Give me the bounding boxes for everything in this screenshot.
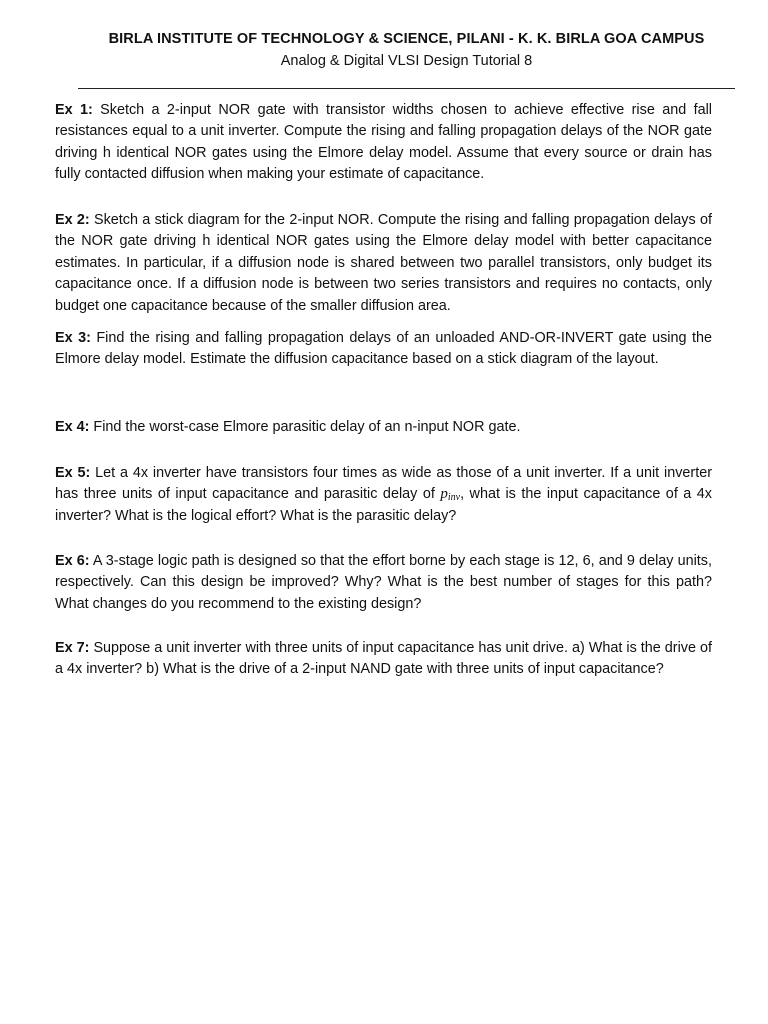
exercise-label: Ex 3: — [55, 330, 91, 346]
exercise-7 — [55, 638, 712, 681]
exercise-text: A 3-stage logic path is designed so that the effort borne by each stage is 12, 6, and 9 delay units, respectively. Can this design be improved? Why? What is the best number of stages for this path? What changes do you recommend to the existing design? — [55, 553, 712, 612]
exercise-label: Ex 6: — [55, 553, 90, 569]
exercise-text: Sketch a stick diagram for the 2-input NOR. Compute the rising and falling propagation delays of the NOR gate driving h identical NOR gates using the Elmore delay model with better capacitance estimates. In particular, if a diffusion node is shared between two parallel transistors, only budget its capacitance once. If a diffusion node is between two series transistors and requires no contacts, only budget one capacitance because of the smaller diffusion area. — [55, 212, 712, 314]
exercise-text: Sketch a 2-input NOR gate with transistor widths chosen to achieve effective rise and fall resistances equal to a unit inverter. Compute the rising and falling propagation delays of the NOR gate driving h identical NOR gates using the Elmore delay model. Assume that every source or drain has fully contacted diffusion when making your estimate of capacitance. — [55, 102, 712, 183]
exercise-label: Ex 5: — [55, 465, 91, 481]
exercise-1 — [55, 100, 712, 186]
exercise-text: Find the rising and falling propagation delays of an unloaded AND-OR-INVERT gate using the Elmore delay model. Estimate the diffusion capacitance based on a stick diagram of the layout. — [55, 330, 712, 368]
exercise-5 — [55, 463, 712, 527]
exercise-label: Ex 2: — [55, 212, 90, 228]
exercise-6 — [55, 551, 712, 615]
exercise-4 — [55, 417, 712, 438]
parasitic-delay-variable — [440, 486, 460, 502]
exercise-text-after: , what is the input capacitance of a 4x inverter? What is the logical effort? What is the parasitic delay? — [55, 486, 712, 524]
variable-subscript: inv — [447, 492, 461, 504]
header-divider — [78, 88, 735, 89]
exercise-label: Ex 4: — [55, 419, 90, 435]
exercise-text: Find the worst-case Elmore parasitic delay of an n-input NOR gate. — [93, 419, 521, 435]
exercise-2 — [55, 210, 712, 317]
variable-base: p — [440, 486, 448, 503]
exercise-text-before: Let a 4x inverter have transistors four times as wide as those of a unit inverter. If a unit inverter has three units of input capacitance and parasitic delay of — [55, 465, 712, 503]
document-header — [78, 29, 735, 72]
exercise-3 — [55, 328, 712, 371]
exercise-label: Ex 1: — [55, 102, 93, 118]
institute-title: BIRLA INSTITUTE OF TECHNOLOGY & SCIENCE, PILANI - K. K. BIRLA GOA CAMPUS — [108, 31, 705, 47]
exercise-text: Suppose a unit inverter with three units of input capacitance has unit drive. a) What is the drive of a 4x inverter? b) What is the drive of a 2-input NAND gate with three units of input capacitance? — [55, 640, 712, 678]
tutorial-subtitle: Analog & Digital VLSI Design Tutorial 8 — [280, 53, 533, 69]
exercise-label: Ex 7: — [55, 640, 90, 656]
